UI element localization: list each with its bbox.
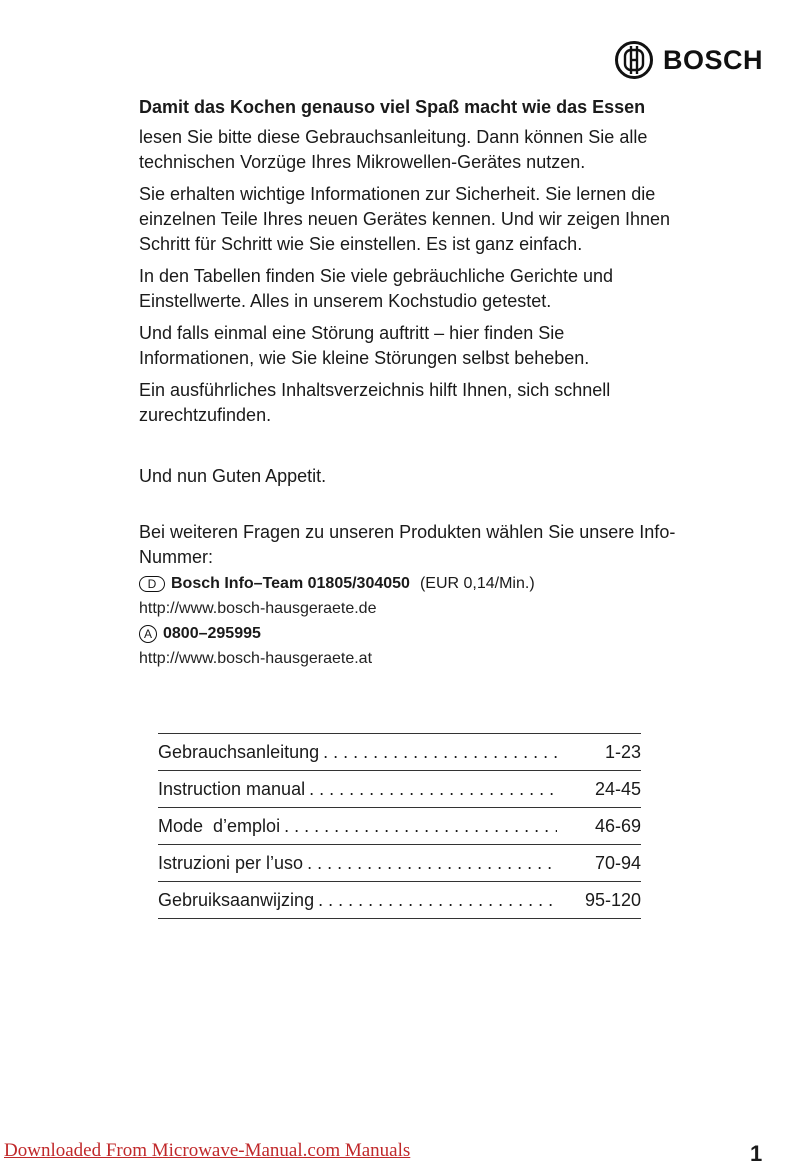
toc-title: Instruction manual xyxy=(158,778,306,799)
country-badge-germany: D xyxy=(139,576,165,592)
brand-name: BOSCH xyxy=(663,44,764,75)
germany-hotline-cost: (EUR 0,14/Min.) xyxy=(419,575,535,592)
bosch-armature-icon xyxy=(614,40,654,80)
toc-row[interactable] xyxy=(158,845,641,882)
germany-hotline: Bosch Info–Team 01805/304050 xyxy=(171,575,410,592)
intro-paragraph-5: Ein ausführliches Inhaltsverzeichnis hilft Ihnen, sich schnell zurechtzufinden. xyxy=(139,380,611,425)
toc-row[interactable] xyxy=(158,734,641,771)
germany-website-link[interactable]: http://www.bosch-hausgeraete.de xyxy=(139,600,377,617)
toc-pages: 1-23 xyxy=(604,741,641,762)
language-contents-table xyxy=(158,733,641,919)
download-source-link[interactable]: Downloaded From Microwave-Manual.com Manuals xyxy=(4,1140,411,1161)
contact-intro: Bei weiteren Fragen zu unseren Produkten wählen Sie unsere Info-Nummer: xyxy=(139,522,676,567)
intro-heading: Damit das Kochen genauso viel Spaß macht wie das Essen xyxy=(139,97,646,117)
page-number: 1 xyxy=(750,1141,763,1166)
intro-paragraph-3: In den Tabellen finden Sie viele gebräuchliche Gerichte und Einstellwerte. Alles in unserem Kochstudio getestet. xyxy=(139,266,613,311)
toc-title: Mode d’emploi xyxy=(158,815,281,836)
toc-pages: 95-120 xyxy=(584,889,641,910)
closing-line: Und nun Guten Appetit. xyxy=(139,466,327,486)
contact-germany xyxy=(139,572,679,596)
toc-dot-leader xyxy=(284,816,557,837)
toc-row[interactable] xyxy=(158,808,641,845)
toc-dot-leader xyxy=(318,890,557,911)
austria-hotline: 0800–295995 xyxy=(163,625,261,642)
toc-title: Gebrauchsanleitung xyxy=(158,741,320,762)
toc-dot-leader xyxy=(323,742,557,763)
austria-website-link[interactable]: http://www.bosch-hausgeraete.at xyxy=(139,650,373,667)
intro-paragraph-2: Sie erhalten wichtige Informationen zur Sicherheit. Sie lernen die einzelnen Teile Ihres neuen Gerätes kennen. Und wir zeigen Ihnen Schritt für Schritt wie Sie einstellen. Es ist ganz einfach. xyxy=(139,184,671,254)
toc-pages: 46-69 xyxy=(594,815,641,836)
bosch-logo xyxy=(614,40,763,80)
toc-row[interactable] xyxy=(158,771,641,808)
toc-pages: 70-94 xyxy=(594,852,641,873)
intro-section xyxy=(139,94,679,672)
toc-dot-leader xyxy=(307,853,557,874)
intro-paragraph-1: lesen Sie bitte diese Gebrauchsanleitung. Dann können Sie alle technischen Vorzüge Ihres Mikrowellen-Gerätes nutzen. xyxy=(139,127,648,172)
toc-title: Istruzioni per l’uso xyxy=(158,852,304,873)
intro-paragraph-4: Und falls einmal eine Störung auftritt – hier finden Sie Informationen, wie Sie kleine Störungen selbst beheben. xyxy=(139,323,590,368)
contact-austria xyxy=(139,622,679,646)
toc-dot-leader xyxy=(309,779,557,800)
toc-title: Gebruiksaanwijzing xyxy=(158,889,315,910)
toc-pages: 24-45 xyxy=(594,778,641,799)
toc-row[interactable] xyxy=(158,882,641,919)
country-badge-austria: A xyxy=(139,625,157,643)
